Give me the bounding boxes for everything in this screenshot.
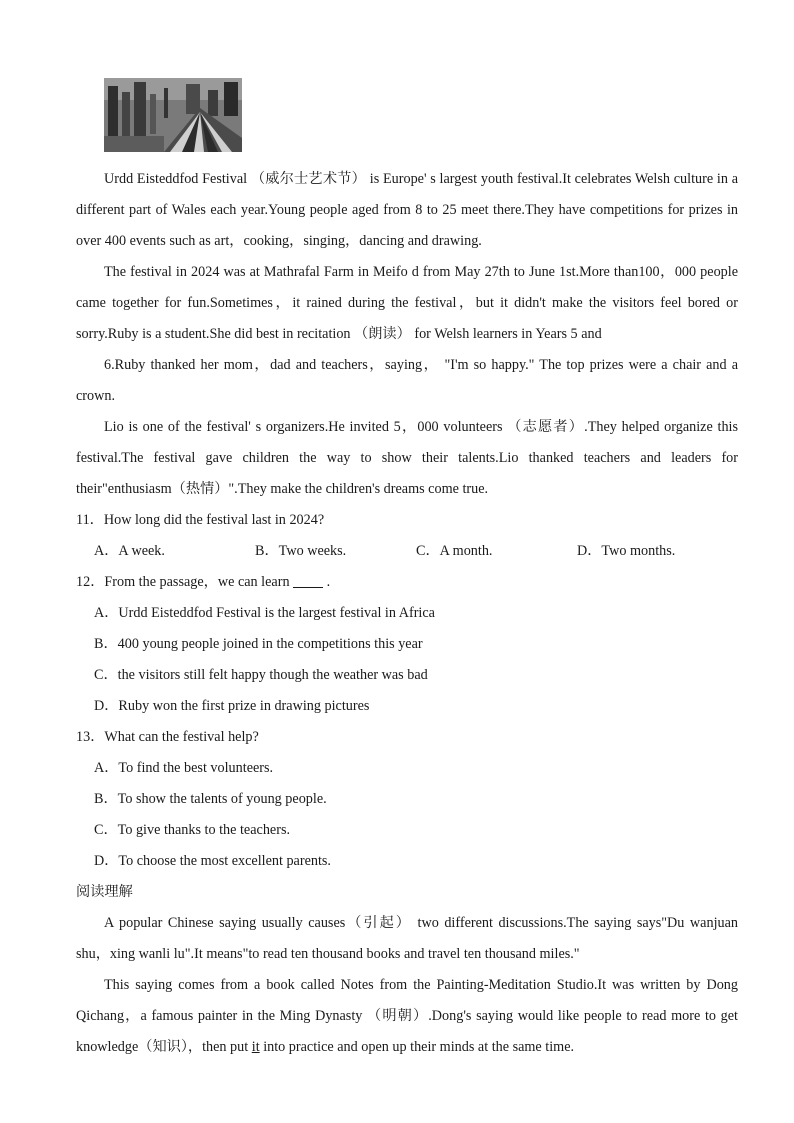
passage1-paragraph-3: 6.Ruby thanked her mom，dad and teachers，saying， "I'm so happy." The top prizes were a chair and a crown. (76, 357, 738, 404)
question-12-stem-end: . (326, 574, 331, 590)
passage1-paragraph-4: Lio is one of the festival' s organizers.He invited 5，000 volunteers （志愿者）.They helped organize this festival.The festival gave children the way to show their talents.Lio thanked teachers and leaders for their"enthusiasm（热情）".They make the children's dreams come true. (76, 419, 738, 497)
question-11-option-c[interactable]: C．A month. (416, 543, 493, 559)
question-13 (76, 722, 738, 877)
question-13-option-d[interactable]: D．To choose the most excellent parents. (94, 853, 331, 869)
section-title: 阅读理解 (76, 884, 133, 900)
answer-blank (293, 573, 323, 588)
question-12-stem-line (76, 567, 738, 598)
passage2-paragraph-1: A popular Chinese saying usually causes（引起） two different discussions.The saying says"Du wanjuan shu，xing wanli lu".It means"to read ten thousand books and travel ten thousand miles." (76, 915, 738, 962)
question-11-option-b[interactable]: B．Two weeks. (255, 543, 347, 559)
question-11 (76, 505, 738, 567)
question-11-option-d[interactable]: D．Two months. (577, 543, 676, 559)
question-11-option-a[interactable]: A．A week. (94, 543, 165, 559)
question-11-stem: 11．How long did the festival last in 2024? (76, 512, 325, 528)
question-13-option-c[interactable]: C．To give thanks to the teachers. (94, 822, 291, 838)
festival-photo-illustration (104, 78, 242, 152)
question-13-stem: 13．What can the festival help? (76, 729, 259, 745)
festival-photo (104, 78, 242, 152)
question-12-option-b[interactable]: B．400 young people joined in the competitions this year (94, 636, 423, 652)
passage2-paragraph-2-after: into practice and open up their minds at the same time. (259, 1039, 575, 1055)
passage1-paragraph-2: The festival in 2024 was at Mathrafal Farm in Meifo d from May 27th to June 1st.More than100，000 people came together for fun.Sometimes，it rained during the festival，but it didn't make the visitors feel bored or sorry.Ruby is a student.She did best in recitation （朗读） for Welsh learners in Years 5 and (76, 264, 738, 342)
question-12-stem: 12．From the passage，we can learn (76, 574, 290, 590)
question-11-options (94, 536, 738, 567)
question-13-option-a[interactable]: A．To find the best volunteers. (94, 760, 274, 776)
question-12 (76, 567, 738, 722)
passage2-paragraph-2-before: This saying comes from a book called Notes from the Painting-Meditation Studio.It was written by Dong Qichang，a famous painter in the Ming Dynasty （明朝）.Dong's saying would like people to read more to get knowledge（知识），then put (76, 977, 738, 1055)
passage2-paragraph-2 (76, 970, 738, 1063)
question-13-option-b[interactable]: B．To show the talents of young people. (94, 791, 327, 807)
passage1-paragraph-1: Urdd Eisteddfod Festival （威尔士艺术节） is Europe' s largest youth festival.It celebrates Welsh culture in a different part of Wales each year.Young people aged from 8 to 25 meet there.They have competitions for prizes in over 400 events such as art，cooking，singing，dancing and drawing. (76, 171, 738, 249)
question-12-option-d[interactable]: D．Ruby won the first prize in drawing pictures (94, 698, 370, 714)
question-12-option-c[interactable]: C．the visitors still felt happy though the weather was bad (94, 667, 428, 683)
question-12-option-a[interactable]: A．Urdd Eisteddfod Festival is the largest festival in Africa (94, 605, 435, 621)
document-page (76, 78, 738, 1063)
underlined-word: it (251, 1039, 260, 1055)
